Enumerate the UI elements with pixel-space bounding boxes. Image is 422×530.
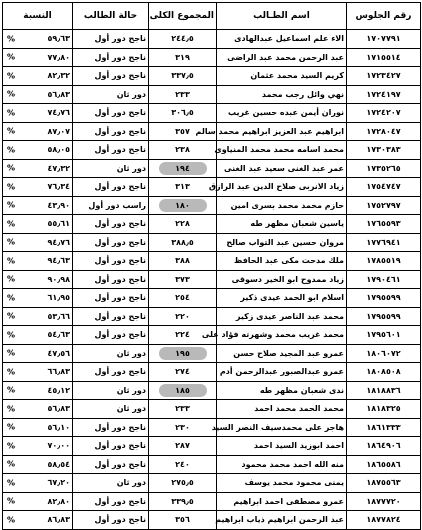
student-status: راسب دور أول	[73, 196, 149, 215]
seat-number: ١٧٢٤١٩٧	[347, 85, 421, 104]
percentage	[3, 215, 73, 234]
student-status: ناجح دور أول	[73, 233, 149, 252]
seat-number: ١٧٩٥٥٩٩	[347, 307, 421, 326]
table-row	[3, 196, 421, 215]
student-name: ياسين شعبان مظهر طه	[217, 215, 347, 234]
student-status: دور ثان	[73, 474, 149, 493]
header-seat-number: رقم الجلوس	[347, 3, 421, 30]
header-total-score: المجموع الكلى	[149, 3, 217, 30]
total-score-highlight: ١٨٠	[159, 199, 207, 212]
seat-number: ١٨٧٥٥٦٣	[347, 474, 421, 493]
total-score-value: ٣٥٧	[175, 126, 190, 136]
percent-sign: %	[7, 441, 16, 451]
seat-number: ١٧٨٥٥١٩	[347, 252, 421, 271]
percentage	[3, 492, 73, 511]
student-name: زياد الانربى صلاح الدين عبد الرازق	[217, 178, 347, 197]
total-score	[149, 418, 217, 437]
student-status: ناجح دور أول	[73, 178, 149, 197]
percentage	[3, 85, 73, 104]
total-score-value: ٣٠٦٫٥	[171, 108, 194, 118]
table-row	[3, 30, 421, 49]
student-name: نهي وائل رجب محمد	[217, 85, 347, 104]
percent-sign: %	[7, 422, 16, 432]
percentage	[3, 270, 73, 289]
percent-sign: %	[7, 385, 16, 395]
student-name: اسلام ابو الحمد عيدى ذكير	[217, 289, 347, 308]
header-student-name: اسم الطـالب	[217, 3, 347, 30]
percentage	[3, 381, 73, 400]
student-name: منه الله احمد محمد محمود	[217, 455, 347, 474]
table-row	[3, 437, 421, 456]
total-score-value: ٣١٩	[175, 52, 190, 62]
total-score-value: ٢٨٧	[175, 441, 190, 451]
student-name: عبد الرحمن محمد عبد الراضى	[217, 48, 347, 67]
student-status: ناجح دور أول	[73, 215, 149, 234]
total-score	[149, 48, 217, 67]
table-row	[3, 511, 421, 530]
student-name: محمد عبد الناصر عيدى زكير	[217, 307, 347, 326]
student-name: ملك مدحت مكى عبد الحافظ	[217, 252, 347, 271]
total-score-highlight: ١٩٥	[159, 347, 207, 360]
total-score	[149, 437, 217, 456]
total-score-value: ٢٢٤	[175, 330, 190, 340]
student-name: هاجر على محمدسيف النصر السيد	[217, 418, 347, 437]
seat-number: ١٨٦٥٥٨٦	[347, 455, 421, 474]
student-status: ناجح دور أول	[73, 67, 149, 86]
student-name: يمنى محمود محمد يوسف	[217, 474, 347, 493]
student-status: ناجح دور أول	[73, 455, 149, 474]
seat-number: ١٧٢٨٠٤٧	[347, 122, 421, 141]
total-score-value: ٣١٣	[175, 182, 190, 192]
percent-sign: %	[7, 293, 16, 303]
percentage-value: ٩٤٫٧٦	[47, 237, 70, 247]
percent-sign: %	[7, 478, 16, 488]
total-score	[149, 159, 217, 178]
percentage-value: ٥٨٫٠٥	[47, 145, 70, 155]
percentage	[3, 141, 73, 160]
student-status: ناجح دور أول	[73, 104, 149, 123]
percentage	[3, 48, 73, 67]
percent-sign: %	[7, 182, 16, 192]
student-name: عبد الرحمن ابراهيم ذياب ابراهيم	[217, 511, 347, 530]
percentage	[3, 511, 73, 530]
total-score-value: ٢٤٠	[175, 459, 190, 469]
seat-number: ١٧٥٤٧٤٧	[347, 178, 421, 197]
total-score	[149, 270, 217, 289]
table-row	[3, 474, 421, 493]
student-status: ناجح دور أول	[73, 30, 149, 49]
percentage-value: ٤٣٫٩٠	[47, 200, 70, 210]
seat-number: ١٨٠٨٥٠٨	[347, 363, 421, 382]
table-row	[3, 381, 421, 400]
student-status: ناجح دور أول	[73, 437, 149, 456]
total-score-value: ٢٤٤٫٥	[171, 34, 194, 44]
student-status: دور ثان	[73, 381, 149, 400]
percentage-value: ٨٧٫٠٧	[47, 126, 70, 136]
seat-number: ١٧٢٤٢٠٧	[347, 104, 421, 123]
total-score	[149, 104, 217, 123]
percentage	[3, 30, 73, 49]
percentage-value: ٧٤٫٧٦	[47, 108, 70, 118]
total-score-value: ٢٧٥٫٥	[171, 478, 194, 488]
student-name: زياد ممدوح ابو الخير دسوقى	[217, 270, 347, 289]
percentage	[3, 307, 73, 326]
student-status: ناجح دور أول	[73, 289, 149, 308]
percentage	[3, 344, 73, 363]
total-score-value: ٢٧٤	[175, 367, 190, 377]
percentage	[3, 178, 73, 197]
percent-sign: %	[7, 348, 16, 358]
percentage-value: ٩٤٫٦٣	[47, 256, 70, 266]
seat-number: ١٧٥٢٧٩٧	[347, 196, 421, 215]
student-status: ناجح دور أول	[73, 48, 149, 67]
student-status: ناجح دور أول	[73, 141, 149, 160]
percentage	[3, 455, 73, 474]
total-score	[149, 67, 217, 86]
seat-number: ١٧٩٥٥٩٩	[347, 289, 421, 308]
total-score	[149, 363, 217, 382]
total-score	[149, 85, 217, 104]
percentage-value: ٩٠٫٩٨	[47, 274, 70, 284]
student-name: عمر عبد الغنى سعيد عبد الغنى	[217, 159, 347, 178]
student-name: عمرو مصطفى احمد ابراهيم	[217, 492, 347, 511]
student-name: محمد غريب محمد وشهرته فؤاد على	[217, 326, 347, 345]
table-row	[3, 326, 421, 345]
percentage-value: ٧٠٫٠٠	[47, 441, 70, 451]
seat-number: ١٧٩٠٤٦١	[347, 270, 421, 289]
seat-number: ١٧٢٣٤٢٧	[347, 67, 421, 86]
seat-number: ١٨١٨٨٣٦	[347, 381, 421, 400]
percentage-value: ٥٦٫٨٣	[47, 89, 70, 99]
table-row	[3, 178, 421, 197]
total-score	[149, 289, 217, 308]
total-score-value: ٢٣٨	[175, 145, 190, 155]
percentage-value: ٥٦٫٨٣	[47, 404, 70, 414]
seat-number: ١٧٦٥٥٩٣	[347, 215, 421, 234]
percentage	[3, 437, 73, 456]
percent-sign: %	[7, 367, 16, 377]
student-name: ندى شعبان مظهر طه	[217, 381, 347, 400]
percentage-value: ٥٩٫٦٣	[47, 34, 70, 44]
table-row	[3, 233, 421, 252]
percentage-value: ٥٣٫٦٦	[47, 311, 70, 321]
total-score	[149, 492, 217, 511]
student-status: دور ثان	[73, 344, 149, 363]
table-row	[3, 48, 421, 67]
seat-number: ١٨١٨٣٢٥	[347, 400, 421, 419]
total-score	[149, 344, 217, 363]
student-status: ناجح دور أول	[73, 270, 149, 289]
total-score-value: ٣٨٨	[175, 256, 190, 266]
header-percentage: النسبة	[3, 3, 73, 30]
percent-sign: %	[7, 163, 16, 173]
total-score	[149, 196, 217, 215]
percentage-value: ٧٧٫٨٠	[47, 52, 70, 62]
percentage	[3, 159, 73, 178]
student-name: عمرو عبدالصبور عبدالرحمن أدم	[217, 363, 347, 382]
student-status: ناجح دور أول	[73, 511, 149, 530]
total-score-highlight: ١٩٤	[159, 162, 207, 175]
student-name: كريم السيد محمد عثمان	[217, 67, 347, 86]
percent-sign: %	[7, 496, 16, 506]
total-score	[149, 381, 217, 400]
percent-sign: %	[7, 71, 16, 81]
total-score	[149, 141, 217, 160]
table-row	[3, 141, 421, 160]
percentage	[3, 418, 73, 437]
total-score	[149, 511, 217, 530]
percentage-value: ٥٤٫٦٣	[47, 330, 70, 340]
percent-sign: %	[7, 311, 16, 321]
student-name: محمد اسامه محمد محمد المنياوى	[217, 141, 347, 160]
student-status: ناجح دور أول	[73, 252, 149, 271]
percentage-value: ٤٧٫٥٦	[47, 348, 70, 358]
total-score-value: ٢٣٣	[175, 89, 190, 99]
percentage-value: ٤٧٫٣٢	[47, 163, 70, 173]
student-name: عمرو عبد المجيد صلاح حسن	[217, 344, 347, 363]
student-status: ناجح دور أول	[73, 307, 149, 326]
student-name: ابراهيم عبد العزيز ابراهيم محمد سالم	[217, 122, 347, 141]
total-score-value: ٣٧٣	[175, 274, 190, 284]
table-row	[3, 122, 421, 141]
percentage-value: ٥٥٫٦١	[47, 219, 70, 229]
table-row	[3, 67, 421, 86]
percentage-value: ٦٧٫٢٠	[47, 478, 70, 488]
table-row	[3, 418, 421, 437]
percent-sign: %	[7, 89, 16, 99]
total-score-value: ٢٣٠	[175, 422, 190, 432]
percentage-value: ٥٨٫٥٤	[47, 459, 70, 469]
student-status: ناجح دور أول	[73, 363, 149, 382]
seat-number: ١٨٠٦٠٧٢	[347, 344, 421, 363]
total-score-value: ٢٥٤	[175, 293, 190, 303]
seat-number: ١٧٩٥٦٠١	[347, 326, 421, 345]
percentage	[3, 326, 73, 345]
student-status: ناجح دور أول	[73, 418, 149, 437]
seat-number: ١٧٠٧٧٩١	[347, 30, 421, 49]
total-score	[149, 233, 217, 252]
total-score-value: ٣٣٩٫٥	[171, 496, 194, 506]
percentage	[3, 104, 73, 123]
percent-sign: %	[7, 34, 16, 44]
student-name: الاء علم اسماعيل عبدالهادى	[217, 30, 347, 49]
percentage-value: ٥٦٫١٠	[47, 422, 70, 432]
percentage-value: ٦٦٫٨٣	[47, 367, 70, 377]
percentage-value: ٨٢٫٣٢	[47, 71, 70, 81]
total-score	[149, 455, 217, 474]
student-name: حازم محمد محمد بسرى امين	[217, 196, 347, 215]
student-status: دور ثان	[73, 85, 149, 104]
percent-sign: %	[7, 274, 16, 284]
percent-sign: %	[7, 200, 16, 210]
total-score	[149, 215, 217, 234]
seat-number: ١٧٣٠٣٨٣	[347, 141, 421, 160]
table-row	[3, 344, 421, 363]
table-row	[3, 85, 421, 104]
table-row	[3, 289, 421, 308]
percentage	[3, 363, 73, 382]
seat-number: ١٨٧٧٧٢٠	[347, 492, 421, 511]
total-score	[149, 474, 217, 493]
student-name: نوران أيمن عبده حسين غريب	[217, 104, 347, 123]
total-score-value: ٣٥٦	[175, 515, 190, 525]
percent-sign: %	[7, 515, 16, 525]
results-body	[3, 30, 421, 530]
total-score-value: ٣٨٨٫٥	[171, 237, 194, 247]
percentage	[3, 400, 73, 419]
student-status: ناجح دور أول	[73, 326, 149, 345]
percentage	[3, 196, 73, 215]
percentage-value: ٨٦٫٨٣	[47, 515, 70, 525]
seat-number: ١٧٧٦٩٤١	[347, 233, 421, 252]
table-row	[3, 455, 421, 474]
table-row	[3, 104, 421, 123]
student-name: مروان حسين عبد التواب صالح	[217, 233, 347, 252]
student-status: ناجح دور أول	[73, 492, 149, 511]
header-row	[3, 3, 421, 30]
total-score	[149, 400, 217, 419]
percentage-value: ٤٥٫١٢	[47, 385, 70, 395]
percentage-value: ٧٦٫٣٤	[47, 182, 70, 192]
total-score	[149, 307, 217, 326]
seat-number: ١٨٧٧٨٢٤	[347, 511, 421, 530]
percent-sign: %	[7, 108, 16, 118]
percent-sign: %	[7, 256, 16, 266]
percent-sign: %	[7, 237, 16, 247]
total-score	[149, 178, 217, 197]
total-score-value: ٣٣٧٫٥	[171, 71, 194, 81]
seat-number: ١٨٦٤٩٠٦	[347, 437, 421, 456]
percent-sign: %	[7, 126, 16, 136]
table-row	[3, 252, 421, 271]
student-status: دور ثان	[73, 400, 149, 419]
total-score-highlight: ١٨٥	[159, 384, 207, 397]
total-score-value: ٢٢٠	[175, 311, 190, 321]
student-name: محمد الحمد محمد احمد	[217, 400, 347, 419]
table-row	[3, 400, 421, 419]
percentage	[3, 233, 73, 252]
percentage	[3, 67, 73, 86]
student-status: ناجح دور أول	[73, 122, 149, 141]
table-row	[3, 363, 421, 382]
student-name: احمد ابوزيد السيد احمد	[217, 437, 347, 456]
total-score-value: ٢٢٨	[175, 219, 190, 229]
total-score	[149, 252, 217, 271]
percentage	[3, 252, 73, 271]
total-score-value: ٢٣٣	[175, 404, 190, 414]
table-row	[3, 270, 421, 289]
percentage-value: ٦١٫٩٥	[47, 293, 70, 303]
percentage	[3, 474, 73, 493]
table-row	[3, 307, 421, 326]
table-row	[3, 215, 421, 234]
percentage	[3, 122, 73, 141]
percent-sign: %	[7, 52, 16, 62]
seat-number: ١٧١٥٥١٤	[347, 48, 421, 67]
header-student-status: حالة الطالب	[73, 3, 149, 30]
percent-sign: %	[7, 145, 16, 155]
seat-number: ١٧٣٥٢٦٥	[347, 159, 421, 178]
percentage	[3, 289, 73, 308]
percent-sign: %	[7, 219, 16, 229]
percentage-value: ٨٢٫٨٠	[47, 496, 70, 506]
table-row	[3, 492, 421, 511]
percent-sign: %	[7, 330, 16, 340]
student-status: دور ثان	[73, 159, 149, 178]
total-score	[149, 30, 217, 49]
percent-sign: %	[7, 459, 16, 469]
results-table	[2, 2, 421, 530]
table-row	[3, 159, 421, 178]
seat-number: ١٨٦١٣٣٣	[347, 418, 421, 437]
percent-sign: %	[7, 404, 16, 414]
